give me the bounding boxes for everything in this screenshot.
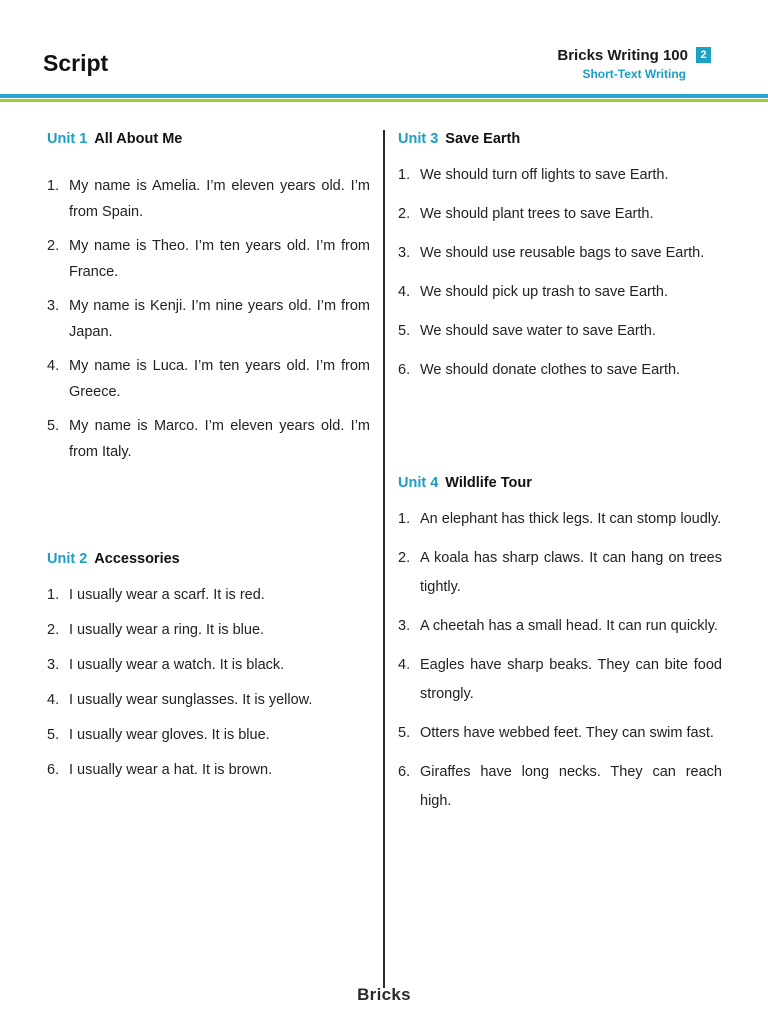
unit-4-list (398, 505, 722, 816)
list-item: 2. A koala has sharp claws. It can hang on trees tightly. (398, 550, 722, 595)
unit-number: Unit 2 (47, 551, 88, 567)
header-band-green (0, 99, 768, 102)
header-band-blue (0, 94, 768, 98)
list-item: 2. We should plant trees to save Earth. (398, 206, 654, 222)
list-item: 5. My name is Marco. I’m eleven years old. I’m from Italy. (47, 418, 370, 460)
list-item: 5. I usually wear gloves. It is blue. (47, 727, 270, 743)
unit-number: Unit 4 (398, 475, 439, 491)
book-title: Bricks Writing 100 (557, 47, 688, 64)
unit-heading (47, 551, 180, 567)
list-item: 1. An elephant has thick legs. It can stomp loudly. (398, 511, 722, 527)
level-badge: 2 (696, 47, 711, 63)
list-item: 2. I usually wear a ring. It is blue. (47, 622, 265, 638)
list-item: 6. We should donate clothes to save Earth. (398, 362, 681, 378)
list-item: 1. My name is Amelia. I’m eleven years old. I’m from Spain. (47, 178, 370, 220)
list-item: 2. My name is Theo. I’m ten years old. I’m from France. (47, 238, 370, 280)
list-item: 3. I usually wear a watch. It is black. (47, 657, 285, 673)
page-title: Script (43, 50, 109, 76)
unit-title: All About Me (94, 131, 183, 147)
unit-heading (398, 475, 532, 491)
list-item: 4. My name is Luca. I’m ten years old. I’m from Greece. (47, 358, 370, 400)
list-item: 6. I usually wear a hat. It is brown. (47, 762, 273, 778)
list-item: 3. A cheetah has a small head. It can run quickly. (398, 618, 718, 634)
unit-title: Accessories (94, 551, 180, 567)
list-item: 5. Otters have webbed feet. They can swim fast. (398, 725, 714, 741)
list-item: 4. I usually wear sunglasses. It is yellow. (47, 692, 313, 708)
list-item: 5. We should save water to save Earth. (398, 323, 656, 339)
unit-heading (47, 131, 182, 147)
list-item: 4. Eagles have sharp beaks. They can bite food strongly. (398, 657, 722, 702)
unit-number: Unit 3 (398, 131, 439, 147)
unit-3-list (398, 162, 722, 383)
column-divider (383, 130, 385, 988)
unit-number: Unit 1 (47, 131, 88, 147)
unit-title: Save Earth (445, 131, 521, 147)
list-item: 1. We should turn off lights to save Earth. (398, 167, 669, 183)
unit-2-list (47, 582, 370, 783)
book-subtitle: Short-Text Writing (582, 67, 686, 81)
unit-heading (398, 131, 520, 147)
list-item: 3. My name is Kenji. I’m nine years old. I’m from Japan. (47, 298, 370, 340)
list-item: 3. We should use reusable bags to save Earth. (398, 245, 705, 261)
list-item: 1. I usually wear a scarf. It is red. (47, 587, 265, 603)
list-item: 4. We should pick up trash to save Earth. (398, 284, 668, 300)
unit-title: Wildlife Tour (445, 475, 532, 491)
list-item: 6. Giraffes have long necks. They can reach high. (398, 764, 722, 809)
unit-1-list (47, 173, 370, 465)
bricks-logo: Bricks (357, 985, 411, 1004)
